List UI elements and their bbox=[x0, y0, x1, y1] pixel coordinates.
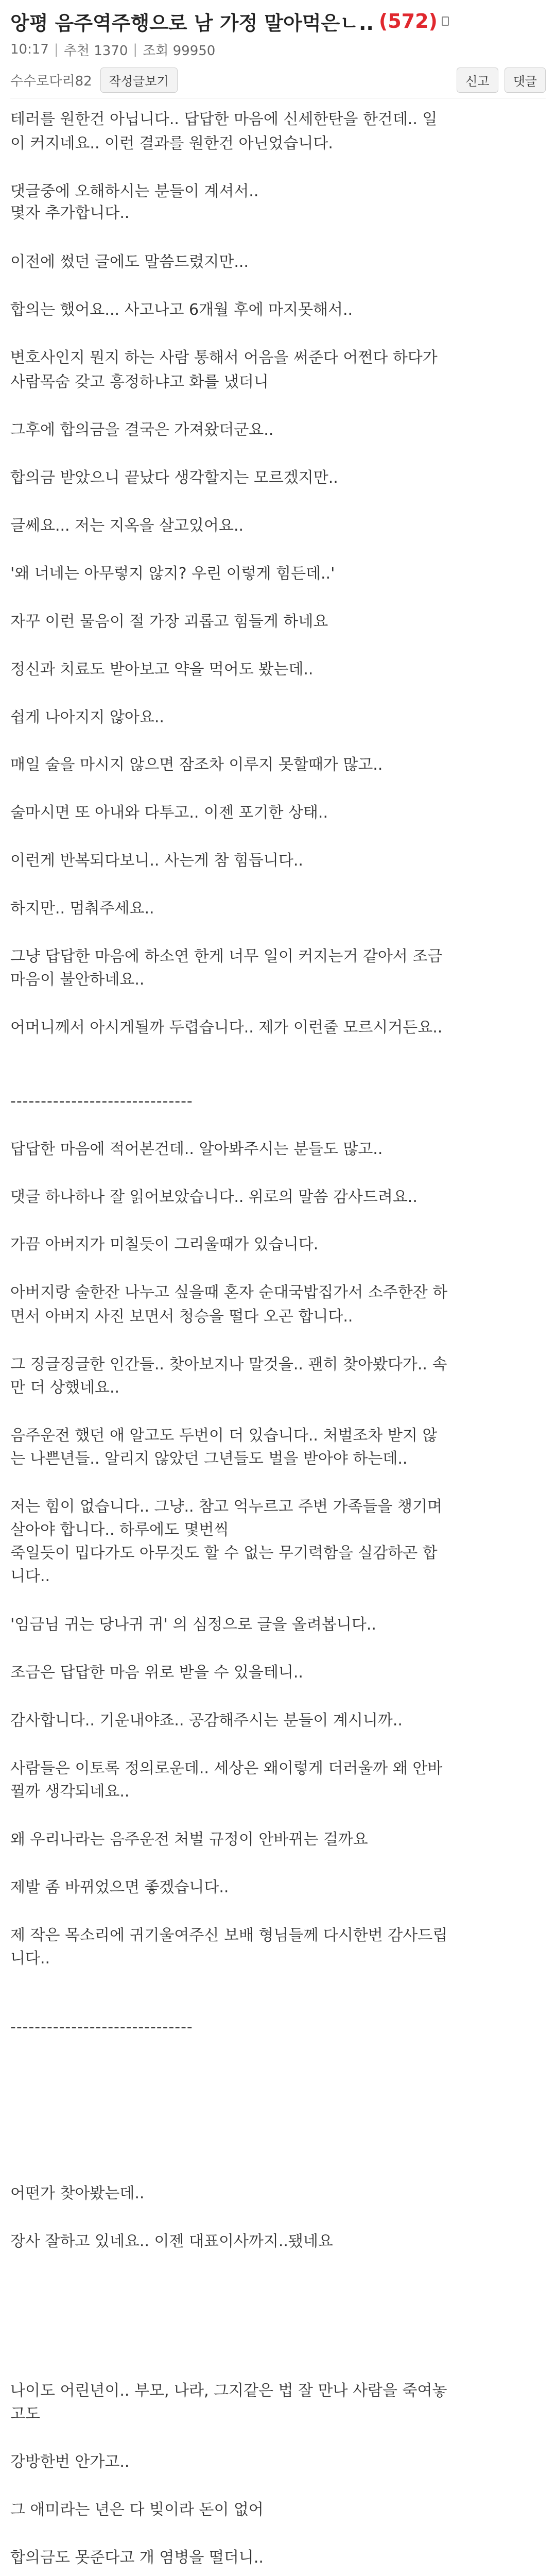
attachment-icon bbox=[442, 16, 449, 26]
reply-count[interactable]: (572) bbox=[378, 10, 438, 32]
paragraph-line: 변호사인지 뭔지 하는 사람 통해서 어음을 써준다 어쩐다 하다가 bbox=[10, 349, 438, 367]
paragraph-line: 강방한번 안가고.. bbox=[10, 2453, 130, 2471]
view-count: 조회 99950 bbox=[143, 43, 216, 59]
paragraph-line: 합의는 했어요... 사고나고 6개월 후에 마지못해서.. bbox=[10, 301, 353, 319]
section-divider: ------------------------------ bbox=[10, 2018, 193, 2036]
paragraph-line: 이런게 반복되다보니.. 사는게 참 힘듭니다.. bbox=[10, 852, 303, 870]
paragraph-line: 니다.. bbox=[10, 1950, 50, 1968]
post-meta bbox=[10, 37, 546, 62]
paragraph-line: 장사 잘하고 있네요.. 이젠 대표이사까지..됐네요 bbox=[10, 2232, 333, 2250]
paragraph-line: 만 더 상했네요.. bbox=[10, 1379, 120, 1397]
paragraph-line: '임금님 귀는 당나귀 귀' 의 심정으로 글을 올려봅니다.. bbox=[10, 1616, 376, 1634]
paragraph-line: 쉽게 나아지지 않아요.. bbox=[10, 708, 164, 726]
paragraph-line: 그 징글징글한 인간들.. 찾아보지나 말것을.. 괜히 찾아봤다가.. 속 bbox=[10, 1355, 447, 1374]
post-content bbox=[0, 98, 556, 2576]
paragraph-line: '왜 너네는 아무렇지 않지? 우린 이렇게 힘든데..' bbox=[10, 565, 335, 583]
paragraph-line: 술마시면 또 아내와 다투고.. 이젠 포기한 상태.. bbox=[10, 804, 328, 822]
meta-separator: | bbox=[133, 42, 138, 57]
post-header bbox=[0, 0, 556, 98]
paragraph-line: 어떤가 찾아봤는데.. bbox=[10, 2184, 145, 2202]
author-row bbox=[10, 62, 546, 98]
recommend-count: 추천 1370 bbox=[63, 43, 128, 59]
paragraph-line: 고도 bbox=[10, 2405, 40, 2423]
paragraph-line: 댓글중에 오해하시는 분들이 계셔서.. bbox=[10, 182, 259, 200]
paragraph-line: 마음이 불안하네요.. bbox=[10, 971, 145, 989]
paragraph-line: 감사합니다.. 기운내야죠.. 공감해주시는 분들이 계시니까.. bbox=[10, 1711, 403, 1730]
paragraph-line: 아버지랑 술한잔 나누고 싶을때 혼자 순대국밥집가서 소주한잔 하 bbox=[10, 1283, 448, 1301]
paragraph-line: 사람목숨 갖고 흥정하냐고 화를 냈더니 bbox=[10, 373, 269, 391]
paragraph-line: 저는 힘이 없습니다.. 그냥.. 참고 억누르고 주변 가족들을 챙기며 bbox=[10, 1498, 442, 1516]
paragraph-line: 이전에 썼던 글에도 말씀드렸지만... bbox=[10, 253, 249, 271]
paragraph-line: 뀔까 생각되네요.. bbox=[10, 1783, 130, 1801]
paragraph-line: 사람들은 이토록 정의로운데.. 세상은 왜이렇게 더러울까 왜 안바 bbox=[10, 1759, 443, 1777]
author-name[interactable]: 수수로다리82 bbox=[10, 73, 92, 89]
title-row bbox=[10, 5, 546, 37]
paragraph-line: 가끔 아버지가 미칠듯이 그리울때가 있습니다. bbox=[10, 1235, 319, 1253]
paragraph-line: 테러를 원한건 아닙니다.. 답답한 마음에 신세한탄을 한건데.. 일 bbox=[10, 110, 438, 128]
paragraph-line: 글쎄요... 저는 지옥을 살고있어요.. bbox=[10, 517, 244, 535]
report-button[interactable]: 신고 bbox=[457, 67, 498, 93]
paragraph-line: 면서 아버지 사진 보면서 청승을 떨다 오곤 합니다.. bbox=[10, 1308, 353, 1326]
paragraph-line: 죽일듯이 밉다가도 아무것도 할 수 없는 무기력함을 실감하곤 합 bbox=[10, 1544, 438, 1562]
paragraph-line: 이 커지네요.. 이런 결과를 원한건 아닌었습니다. bbox=[10, 134, 333, 152]
paragraph-line: 자꾸 이런 물음이 절 가장 괴롭고 힘들게 하네요 bbox=[10, 613, 328, 631]
post-time: 10:17 bbox=[10, 42, 49, 57]
author-posts-button[interactable]: 작성글보기 bbox=[100, 67, 178, 93]
paragraph-line: 그후에 합의금을 결국은 가져왔더군요.. bbox=[10, 421, 274, 439]
paragraph-line: 몇자 추가합니다.. bbox=[10, 204, 130, 222]
paragraph-line: 정신과 치료도 받아보고 약을 먹어도 봤는데.. bbox=[10, 660, 314, 679]
paragraph-line: 하지만.. 멈춰주세요.. bbox=[10, 900, 154, 918]
comment-button[interactable]: 댓글 bbox=[505, 67, 546, 93]
paragraph-line: 왜 우리나라는 음주운전 처벌 규정이 안바뀌는 걸까요 bbox=[10, 1831, 368, 1849]
paragraph-line: 매일 술을 마시지 않으면 잠조차 이루지 못할때가 많고.. bbox=[10, 756, 383, 774]
paragraph-line: 음주운전 했던 애 알고도 두번이 더 있습니다.. 처벌조차 받지 않 bbox=[10, 1427, 438, 1445]
paragraph-line: 니다.. bbox=[10, 1567, 50, 1585]
paragraph-line: 제발 좀 바뀌었으면 좋겠습니다.. bbox=[10, 1878, 229, 1896]
post-actions bbox=[457, 67, 546, 93]
paragraph-line: 그냥 답답한 마음에 하소연 한게 너무 일이 커지는거 같아서 조금 bbox=[10, 947, 443, 965]
paragraph-line: 살아야 합니다.. 하루에도 몇번씩 bbox=[10, 1521, 229, 1539]
section-divider: ------------------------------ bbox=[10, 1092, 193, 1110]
paragraph-line: 답답한 마음에 적어본건데.. 알아봐주시는 분들도 많고.. bbox=[10, 1140, 383, 1158]
post-title: 앙평 음주역주행으로 남 가정 말아먹은ㄴ.. bbox=[10, 11, 374, 35]
paragraph-line: 나이도 어린년이.. 부모, 나라, 그지같은 법 잘 만나 사람을 죽여놓 bbox=[10, 2382, 447, 2400]
paragraph-line: 는 나쁜년들.. 알리지 않았던 그년들도 벌을 받아야 하는데.. bbox=[10, 1450, 408, 1468]
paragraph-line: 제 작은 목소리에 귀기울여주신 보배 형님들께 다시한번 감사드립 bbox=[10, 1926, 448, 1944]
paragraph-line: 합의금 받았으니 끝났다 생각할지는 모르겠지만.. bbox=[10, 469, 338, 487]
paragraph-line: 합의금도 못준다고 개 염병을 떨더니.. bbox=[10, 2549, 264, 2567]
paragraph-line: 어머니께서 아시게될까 두렵습니다.. 제가 이런줄 모르시거든요.. bbox=[10, 1019, 443, 1037]
meta-separator: | bbox=[54, 42, 59, 57]
paragraph-line: 조금은 답답한 마음 위로 받을 수 있을테니.. bbox=[10, 1664, 303, 1682]
paragraph-line: 그 애미라는 년은 다 빚이라 돈이 없어 bbox=[10, 2501, 264, 2519]
paragraph-line: 댓글 하나하나 잘 읽어보았습니다.. 위로의 말씀 감사드려요.. bbox=[10, 1188, 418, 1206]
